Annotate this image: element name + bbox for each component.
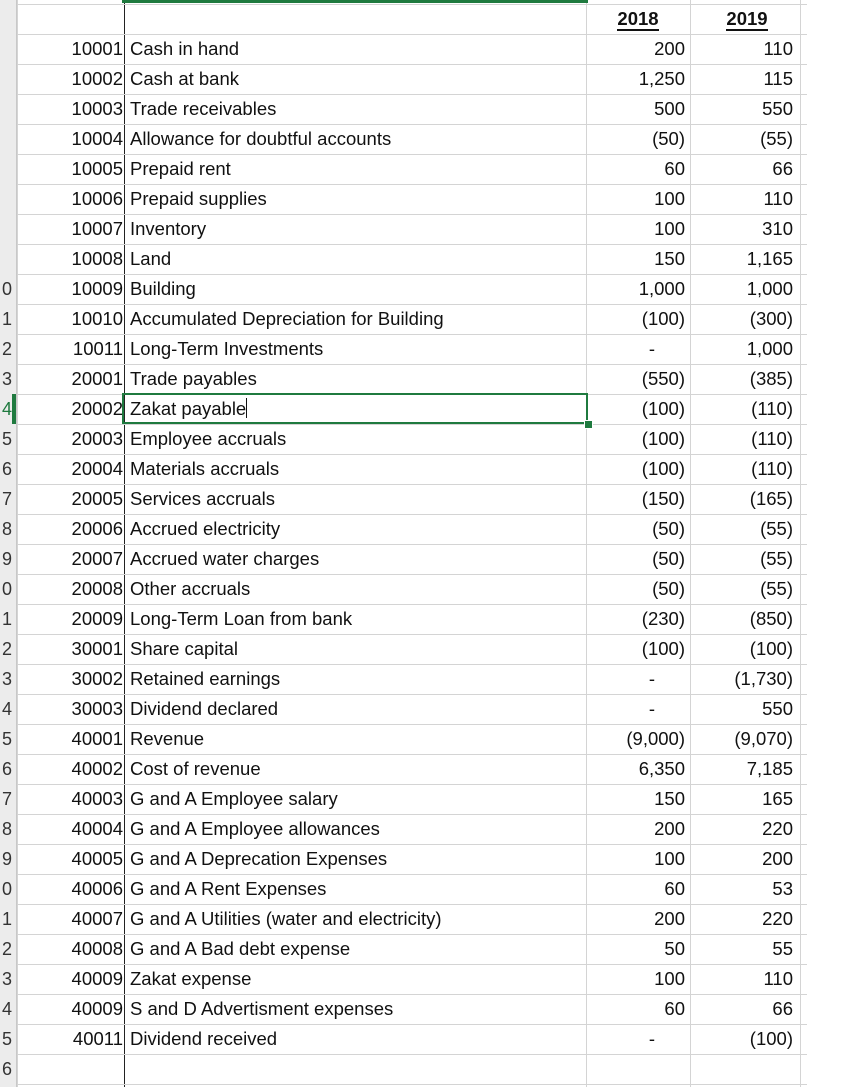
table-row: [0, 724, 844, 754]
value-2019-cell[interactable]: (100): [749, 638, 793, 659]
table-row: [0, 544, 844, 574]
value-2019-cell[interactable]: 1,000: [746, 338, 793, 359]
row-number[interactable]: 7: [1, 489, 12, 509]
table-row: [0, 364, 844, 394]
table-row: [0, 694, 844, 724]
value-2019-cell[interactable]: 550: [762, 98, 793, 119]
value-2019-cell[interactable]: 550: [762, 698, 793, 719]
table-row: [0, 1024, 844, 1054]
table-row: [0, 484, 844, 514]
value-2018-cell[interactable]: 200: [654, 38, 685, 59]
value-2019-cell[interactable]: (385): [749, 368, 793, 389]
value-2019-cell[interactable]: (300): [749, 308, 793, 329]
row-number[interactable]: 2: [1, 639, 12, 659]
row-number[interactable]: 3: [1, 369, 12, 389]
account-name-cell[interactable]: Accrued water charges: [130, 548, 320, 569]
row-number[interactable]: 3: [1, 669, 12, 689]
account-name-cell[interactable]: Zakat expense: [130, 968, 252, 989]
table-row: [0, 904, 844, 934]
account-code-cell[interactable]: 40006: [71, 878, 123, 899]
account-code-cell[interactable]: 40007: [71, 908, 123, 929]
value-2018-cell[interactable]: (50): [652, 518, 685, 539]
account-name-cell[interactable]: Cost of revenue: [130, 758, 261, 779]
account-code-cell[interactable]: 40009: [71, 968, 123, 989]
value-2018-cell[interactable]: 50: [664, 938, 685, 959]
row-number[interactable]: 1: [1, 309, 12, 329]
table-row: [0, 964, 844, 994]
account-code-cell[interactable]: 10001: [71, 38, 123, 59]
account-name-cell[interactable]: Inventory: [130, 218, 207, 239]
value-2018-cell[interactable]: (550): [641, 368, 685, 389]
value-2018-cell[interactable]: 60: [664, 158, 685, 179]
account-name-cell[interactable]: Building: [130, 278, 196, 299]
account-code-cell[interactable]: 10002: [71, 68, 123, 89]
value-2018-cell[interactable]: 100: [654, 968, 685, 989]
account-name-cell[interactable]: Retained earnings: [130, 668, 281, 689]
value-2019-cell[interactable]: (55): [760, 578, 793, 599]
active-cell-selection[interactable]: [122, 393, 588, 424]
value-2019-cell[interactable]: (55): [760, 518, 793, 539]
account-name-cell[interactable]: G and A Employee salary: [130, 788, 338, 809]
row-number[interactable]: 9: [1, 849, 12, 869]
table-row: [0, 184, 844, 214]
account-code-cell[interactable]: 40011: [72, 1028, 123, 1049]
account-code-cell[interactable]: 20007: [71, 548, 123, 569]
account-name-cell[interactable]: Trade payables: [130, 368, 257, 389]
value-2019-cell[interactable]: 1,165: [746, 248, 793, 269]
row-number[interactable]: 1: [1, 609, 12, 629]
value-2019-cell[interactable]: 53: [772, 878, 793, 899]
table-row: [0, 784, 844, 814]
row-number[interactable]: 9: [1, 549, 12, 569]
value-2018-cell[interactable]: 1,250: [638, 68, 685, 89]
account-name-cell[interactable]: S and D Advertisment expenses: [130, 998, 394, 1019]
table-row: [0, 634, 844, 664]
table-row: [0, 814, 844, 844]
table-row: [0, 664, 844, 694]
grid-line: [17, 1054, 807, 1055]
value-2018-cell[interactable]: (230): [641, 608, 685, 629]
table-row: [0, 424, 844, 454]
value-2018-cell[interactable]: 100: [654, 848, 685, 869]
table-row: [0, 94, 844, 124]
value-2019-cell[interactable]: 220: [762, 818, 793, 839]
account-code-cell[interactable]: 10009: [71, 278, 123, 299]
account-name-cell[interactable]: Zakat payable: [130, 398, 247, 419]
value-2018-cell[interactable]: (50): [652, 128, 685, 149]
value-2019-cell[interactable]: (1,730): [734, 668, 793, 689]
account-name-cell[interactable]: Prepaid supplies: [130, 188, 267, 209]
account-name-cell[interactable]: G and A Deprecation Expenses: [130, 848, 388, 869]
row-number[interactable]: 2: [1, 339, 12, 359]
row-number[interactable]: 3: [1, 969, 12, 989]
account-code-cell[interactable]: 40009: [71, 998, 123, 1019]
account-name-cell[interactable]: Allowance for doubtful accounts: [130, 128, 392, 149]
row-number[interactable]: 6: [1, 459, 12, 479]
value-2019-cell[interactable]: 110: [763, 968, 793, 989]
account-name-cell[interactable]: Revenue: [130, 728, 205, 749]
table-row: [0, 754, 844, 784]
row-number[interactable]: 4: [1, 399, 12, 419]
value-2018-cell[interactable]: (50): [652, 548, 685, 569]
header-2019[interactable]: [695, 4, 799, 34]
account-name-cell[interactable]: Employee accruals: [130, 428, 287, 449]
account-code-cell[interactable]: 10005: [71, 158, 123, 179]
header-2018[interactable]: [590, 4, 686, 34]
value-2018-cell[interactable]: 6,350: [638, 758, 685, 779]
value-2018-cell[interactable]: 150: [654, 248, 685, 269]
row-number[interactable]: 0: [1, 879, 12, 899]
row-number[interactable]: 4: [1, 699, 12, 719]
account-code-cell[interactable]: 40003: [71, 788, 123, 809]
value-2019-cell[interactable]: (850): [749, 608, 793, 629]
account-name-cell[interactable]: G and A Employee allowances: [130, 818, 380, 839]
value-2018-cell[interactable]: 60: [664, 998, 685, 1019]
column-selection-indicator: [122, 0, 588, 3]
account-code-cell[interactable]: 10010: [71, 308, 123, 329]
account-code-cell[interactable]: 40001: [71, 728, 123, 749]
account-name-cell[interactable]: Cash at bank: [130, 68, 240, 89]
account-code-cell[interactable]: 40002: [71, 758, 123, 779]
value-2018-cell[interactable]: (100): [641, 428, 685, 449]
row-number[interactable]: 5: [1, 1029, 12, 1049]
value-2018-cell[interactable]: -: [648, 698, 656, 719]
row-number[interactable]: 6: [1, 1059, 12, 1079]
table-row: [0, 514, 844, 544]
row-number[interactable]: 5: [1, 429, 12, 449]
value-2018-cell[interactable]: (100): [641, 398, 685, 419]
account-name-cell[interactable]: Accumulated Depreciation for Building: [130, 308, 444, 329]
fill-handle[interactable]: [584, 420, 593, 429]
row-number[interactable]: 8: [1, 519, 12, 539]
table-row: [0, 274, 844, 304]
value-2019-cell[interactable]: (165): [749, 488, 793, 509]
table-row: [0, 64, 844, 94]
table-row: [0, 874, 844, 904]
account-name-cell[interactable]: Land: [130, 248, 172, 269]
value-2018-cell[interactable]: 200: [654, 818, 685, 839]
row-number[interactable]: 1: [1, 909, 12, 929]
account-code-cell[interactable]: 20003: [71, 428, 123, 449]
account-name-cell[interactable]: Materials accruals: [130, 458, 280, 479]
table-row: [0, 574, 844, 604]
account-name-cell[interactable]: Dividend declared: [130, 698, 279, 719]
value-2019-cell[interactable]: 110: [763, 188, 793, 209]
account-code-cell[interactable]: 20004: [71, 458, 123, 479]
table-row: [0, 124, 844, 154]
account-code-cell[interactable]: 20008: [71, 578, 123, 599]
account-name-cell[interactable]: Long-Term Loan from bank: [130, 608, 353, 629]
row-number[interactable]: 0: [1, 279, 12, 299]
account-code-cell[interactable]: 40008: [71, 938, 123, 959]
value-2019-cell[interactable]: 220: [762, 908, 793, 929]
account-code-cell[interactable]: 30001: [71, 638, 123, 659]
table-row: [0, 154, 844, 184]
account-name-cell[interactable]: Other accruals: [130, 578, 251, 599]
value-2018-cell[interactable]: 100: [654, 218, 685, 239]
value-2019-cell[interactable]: (110): [751, 398, 793, 419]
value-2019-cell[interactable]: 1,000: [746, 278, 793, 299]
value-2018-cell[interactable]: -: [648, 338, 656, 359]
table-row: [0, 304, 844, 334]
account-name-cell[interactable]: Long-Term Investments: [130, 338, 324, 359]
value-2019-cell[interactable]: 55: [772, 938, 793, 959]
table-row: [0, 454, 844, 484]
account-name-cell[interactable]: G and A Rent Expenses: [130, 878, 327, 899]
row-number[interactable]: 2: [1, 939, 12, 959]
value-2018-cell[interactable]: (100): [641, 308, 685, 329]
value-2019-cell[interactable]: 115: [763, 68, 793, 89]
value-2018-cell[interactable]: 1,000: [638, 278, 685, 299]
header-2019-label: 2019: [726, 8, 768, 29]
value-2018-cell[interactable]: (100): [641, 638, 685, 659]
value-2018-cell[interactable]: 100: [654, 188, 685, 209]
account-code-cell[interactable]: 40005: [71, 848, 123, 869]
table-row: [0, 34, 844, 64]
row-number[interactable]: 4: [1, 999, 12, 1019]
account-code-cell[interactable]: 20006: [71, 518, 123, 539]
account-code-cell[interactable]: 10004: [71, 128, 123, 149]
table-row: [0, 214, 844, 244]
account-code-cell[interactable]: 20002: [71, 398, 123, 419]
account-code-cell[interactable]: 20005: [71, 488, 123, 509]
table-row: [0, 844, 844, 874]
row-number[interactable]: 5: [1, 729, 12, 749]
account-name-cell[interactable]: Prepaid rent: [130, 158, 231, 179]
value-2019-cell[interactable]: 66: [772, 998, 793, 1019]
value-2018-cell[interactable]: -: [648, 1028, 656, 1049]
value-2018-cell[interactable]: (150): [641, 488, 685, 509]
row-number[interactable]: 0: [1, 579, 12, 599]
table-row: [0, 244, 844, 274]
account-name-cell[interactable]: Share capital: [130, 638, 238, 659]
value-2018-cell[interactable]: 150: [654, 788, 685, 809]
account-code-cell[interactable]: 10006: [71, 188, 123, 209]
row-number[interactable]: 7: [1, 789, 12, 809]
account-name-cell[interactable]: Dividend received: [130, 1028, 278, 1049]
value-2018-cell[interactable]: (9,000): [626, 728, 685, 749]
account-code-cell[interactable]: 20001: [71, 368, 123, 389]
account-name-cell[interactable]: G and A Utilities (water and electricity): [130, 908, 442, 929]
header-2018-label: 2018: [617, 8, 659, 29]
value-2019-cell[interactable]: 200: [762, 848, 793, 869]
account-name-cell[interactable]: Accrued electricity: [130, 518, 281, 539]
value-2019-cell[interactable]: 66: [772, 158, 793, 179]
value-2019-cell[interactable]: 165: [762, 788, 793, 809]
value-2019-cell[interactable]: (55): [760, 548, 793, 569]
account-code-cell[interactable]: 10008: [71, 248, 123, 269]
account-code-cell[interactable]: 10003: [71, 98, 123, 119]
row-number[interactable]: 8: [1, 819, 12, 839]
value-2018-cell[interactable]: 200: [654, 908, 685, 929]
value-2018-cell[interactable]: 60: [664, 878, 685, 899]
table-row: [0, 604, 844, 634]
value-2019-cell[interactable]: (110): [751, 428, 793, 449]
value-2019-cell[interactable]: (110): [751, 458, 793, 479]
value-2019-cell[interactable]: 310: [762, 218, 793, 239]
account-name-cell[interactable]: Services accruals: [130, 488, 275, 509]
account-name-cell[interactable]: Cash in hand: [130, 38, 240, 59]
value-2019-cell[interactable]: (55): [760, 128, 793, 149]
table-row: [0, 934, 844, 964]
table-row: [0, 994, 844, 1024]
grid-line: [17, 4, 807, 5]
account-name-cell[interactable]: G and A Bad debt expense: [130, 938, 351, 959]
value-2019-cell[interactable]: (100): [749, 1028, 793, 1049]
value-2019-cell[interactable]: 110: [763, 38, 793, 59]
account-code-cell[interactable]: 40004: [71, 818, 123, 839]
table-row: [0, 334, 844, 364]
account-code-cell[interactable]: 30003: [71, 698, 123, 719]
value-2019-cell[interactable]: (9,070): [734, 728, 793, 749]
value-2018-cell[interactable]: -: [648, 668, 656, 689]
value-2018-cell[interactable]: 500: [654, 98, 685, 119]
value-2019-cell[interactable]: 7,185: [746, 758, 793, 779]
account-code-cell[interactable]: 10007: [71, 218, 123, 239]
value-2018-cell[interactable]: (50): [652, 578, 685, 599]
account-code-cell[interactable]: 30002: [71, 668, 123, 689]
account-name-cell[interactable]: Trade receivables: [130, 98, 277, 119]
row-number[interactable]: 6: [1, 759, 12, 779]
value-2018-cell[interactable]: (100): [641, 458, 685, 479]
account-code-cell[interactable]: 20009: [71, 608, 123, 629]
account-code-cell[interactable]: 10011: [72, 338, 123, 359]
grid-line: [17, 1084, 807, 1085]
